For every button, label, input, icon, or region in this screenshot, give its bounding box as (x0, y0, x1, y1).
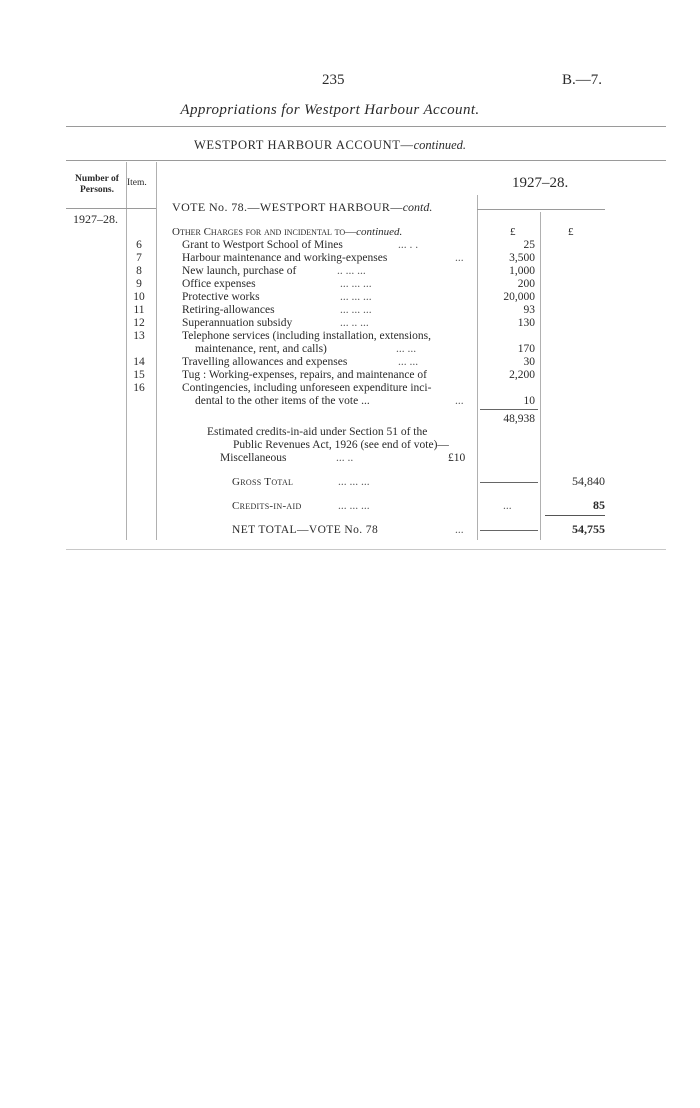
account-heading-suffix: continued. (413, 138, 467, 152)
table-row (0, 252, 700, 265)
item-description: Tug : Working-expenses, repairs, and maintenance of (182, 369, 427, 381)
currency-symbol-right: £ (568, 226, 574, 238)
leader-dots: ... ... (396, 343, 417, 355)
item-description-continued: dental to the other items of the vote ... (195, 395, 370, 407)
item-description: Grant to Westport School of Mines (182, 239, 343, 251)
currency-symbol-left: £ (510, 226, 516, 238)
item-description: Contingencies, including unforeseen expenditure inci- (182, 382, 432, 394)
table-row-continuation (0, 343, 700, 356)
estimated-credits-line3: Miscellaneous (220, 452, 287, 464)
title-rule (66, 126, 666, 127)
page-title: Appropriations for Westport Harbour Account. (180, 102, 480, 118)
estimated-credits-line2: Public Revenues Act, 1926 (see end of vote)— (233, 439, 449, 451)
leader-dots: ... ... (398, 356, 419, 368)
document-reference: B.—7. (562, 72, 603, 88)
column-header-item: Item. (127, 178, 147, 188)
estimated-credits-line1: Estimated credits-in-aid under Section 51 of the (207, 426, 428, 438)
header-right-rule (477, 209, 605, 210)
item-amount: 170 (517, 343, 535, 355)
section-heading (172, 226, 402, 238)
net-total-amount: 54,755 (572, 522, 605, 536)
table-row (0, 278, 700, 291)
leader-dots: ... ... ... (338, 476, 370, 488)
item-number: 7 (136, 252, 142, 264)
header-left-rule (66, 208, 156, 209)
leader-dots: ... (455, 395, 464, 407)
item-amount: 1,000 (509, 265, 535, 277)
item-number: 11 (133, 304, 145, 316)
item-amount: 93 (523, 304, 535, 316)
item-description: Telephone services (including installation, extensions, (182, 330, 431, 342)
item-amount: 20,000 (503, 291, 535, 303)
leader-dots: ... ... ... (340, 304, 372, 316)
gross-total-amount: 54,840 (572, 474, 605, 488)
account-heading (0, 138, 660, 153)
table-top-rule (66, 160, 666, 161)
credits-in-aid-dots: ... (503, 500, 512, 512)
net-total-label: NET TOTAL—VOTE No. 78 (232, 524, 379, 536)
page-number: 235 (322, 72, 345, 88)
item-number: 9 (136, 278, 142, 290)
item-number: 13 (133, 330, 145, 342)
estimated-credits-amount: £10 (448, 452, 466, 464)
item-description: New launch, purchase of (182, 265, 297, 277)
column-header-persons: Number of Persons. (75, 174, 119, 195)
item-number: 10 (133, 291, 145, 303)
item-amount: 10 (523, 395, 535, 407)
item-description: Superannuation subsidy (182, 317, 293, 329)
section-heading-main: Other Charges for and incidental to— (172, 226, 357, 238)
leader-dots: ... ... ... (340, 291, 372, 303)
net-total-top-rule (545, 515, 605, 516)
table-row (0, 382, 700, 395)
section-heading-suffix: continued. (356, 226, 403, 238)
item-description: Harbour maintenance and working-expenses (182, 252, 388, 264)
item-description: Retiring-allowances (182, 304, 275, 316)
table-row (0, 291, 700, 304)
persons-year-label: 1927–28. (73, 212, 118, 226)
item-number: 15 (133, 369, 145, 381)
item-number: 16 (133, 382, 145, 394)
leader-dots: ... ... ... (340, 278, 372, 290)
credits-in-aid-label: Credits-in-aid (232, 500, 302, 512)
gross-total-label: Gross Total (232, 476, 294, 488)
leader-dots: ... (455, 524, 464, 536)
table-row (0, 356, 700, 369)
item-amount: 2,200 (509, 369, 535, 381)
leader-dots: ... ... ... (338, 500, 370, 512)
item-amount: 3,500 (509, 252, 535, 264)
item-number: 8 (136, 265, 142, 277)
vote-heading-main: VOTE No. 78.—WESTPORT HARBOUR— (172, 200, 403, 214)
table-row (0, 330, 700, 343)
net-total-rule (480, 530, 538, 531)
gross-total-rule (480, 482, 538, 483)
credits-in-aid-amount: 85 (593, 498, 605, 512)
column-header-year: 1927–28. (512, 175, 569, 191)
item-description: Travelling allowances and expenses (182, 356, 348, 368)
leader-dots: .. ... ... (337, 265, 366, 277)
account-heading-main: WESTPORT HARBOUR ACCOUNT— (193, 138, 414, 152)
leader-dots: ... .. ... (340, 317, 369, 329)
table-row (0, 369, 700, 382)
vote-heading-suffix: contd. (402, 200, 433, 214)
leader-dots: ... . . (398, 239, 419, 251)
item-number: 14 (133, 356, 145, 368)
item-number: 6 (136, 239, 142, 251)
table-row (0, 317, 700, 330)
item-description: Office expenses (182, 278, 256, 290)
subtotal-rule (480, 409, 538, 410)
item-description-continued: maintenance, rent, and calls) (195, 343, 327, 355)
leader-dots: ... .. (336, 452, 354, 464)
item-amount: 25 (523, 239, 535, 251)
table-bottom-rule (66, 549, 666, 550)
table-row (0, 304, 700, 317)
subtotal-amount: 48,938 (503, 413, 535, 425)
vote-heading (172, 200, 432, 215)
item-description: Protective works (182, 291, 260, 303)
item-amount: 200 (517, 278, 535, 290)
leader-dots: ... (455, 252, 464, 264)
table-row-continuation (0, 395, 700, 408)
item-number: 12 (133, 317, 145, 329)
item-amount: 130 (517, 317, 535, 329)
table-row (0, 265, 700, 278)
item-amount: 30 (523, 356, 535, 368)
table-row (0, 239, 700, 252)
